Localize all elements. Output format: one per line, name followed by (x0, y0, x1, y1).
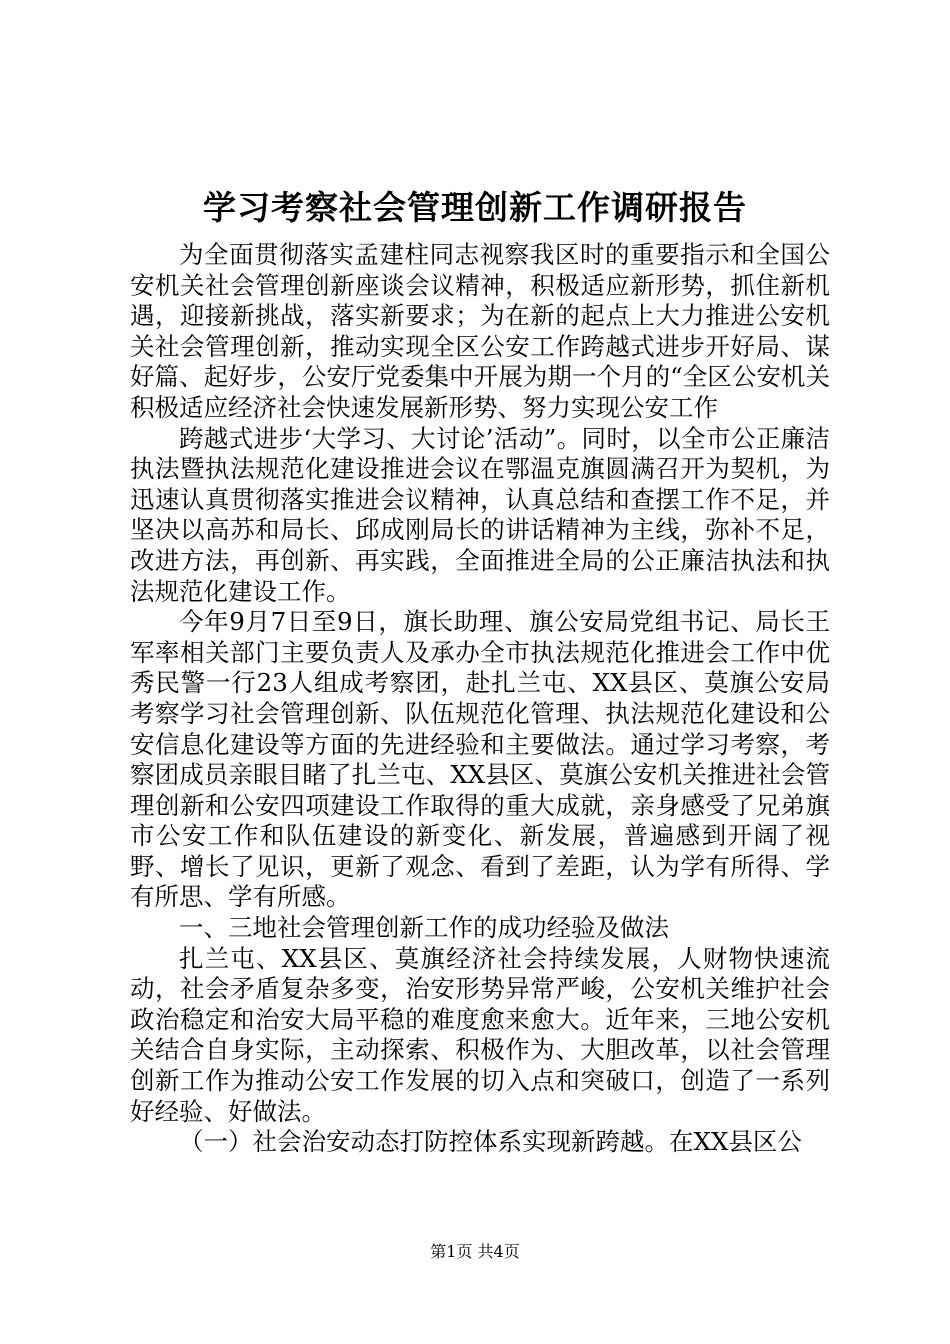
paragraph-inspection: 今年9月7日至9日，旗长助理、旗公安局党组书记、局长王军率相关部门主要负责人及承办全市执法规范化推进会工作中优秀民警一行23人组成考察团，赴扎兰屯、XX县区、莫旗公安局考察学习社会管理创新、队伍规范化管理、执法规范化建设和公安信息化建设等方面的先进经验和主要做法。通过学习考察，考察团成员亲眼目睹了扎兰屯、XX县区、莫旗公安机关推进社会管理创新和公安四项建设工作取得的重大成就，亲身感受了兄弟旗市公安工作和队伍建设的新变化、新发展，普遍感到开阔了视野、增长了见识，更新了观念、看到了差距，认为学有所得、学有所思、学有所感。 (130, 607, 830, 912)
section-heading-1: 一、三地社会管理创新工作的成功经验及做法 (179, 913, 669, 943)
document-title: 学习考察社会管理创新工作调研报告 (203, 188, 747, 227)
paragraph-section-1-intro: 扎兰屯、XX县区、莫旗经济社会持续发展，人财物快速流动，社会矛盾复杂多变，治安形势异常严峻，公安机关维护社会政治稳定和治安大局平稳的难度愈来愈大。近年来，三地公安机关结合自身实际，主动探索、积极作为、大胆改革，以社会管理创新工作为推动公安工作发展的切入点和突破口，创造了一系列好经验、好做法。 (130, 943, 830, 1126)
subsection-heading-1: （一）社会治安动态打防控体系实现新跨越。在XX县区公 (179, 1127, 802, 1157)
document-body (130, 240, 830, 1158)
paragraph-intro: 为全面贯彻落实孟建柱同志视察我区时的重要指示和全国公安机关社会管理创新座谈会议精神，积极适应新形势，抓住新机遇，迎接新挑战，落实新要求；为在新的起点上大力推进公安机关社会管理创新，推动实现全区公安工作跨越式进步开好局、谋好篇、起好步，公安厅党委集中开展为期一个月的“全区公安机关积极适应经济社会快速发展新形势、努力实现公安工作 (130, 240, 830, 422)
paragraph-activity: 跨越式进步‘大学习、大讨论’活动”。同时，以全市公正廉洁执法暨执法规范化建设推进会议在鄂温克旗圆满召开为契机，为迅速认真贯彻落实推进会议精神，认真总结和查摆工作不足，并坚决以高苏和局长、邱成刚局长的讲话精神为主线，弥补不足，改进方法，再创新、再实践，全面推进全局的公正廉洁执法和执法规范化建设工作。 (130, 423, 830, 606)
page-number: 第1页 共4页 (430, 1242, 520, 1261)
